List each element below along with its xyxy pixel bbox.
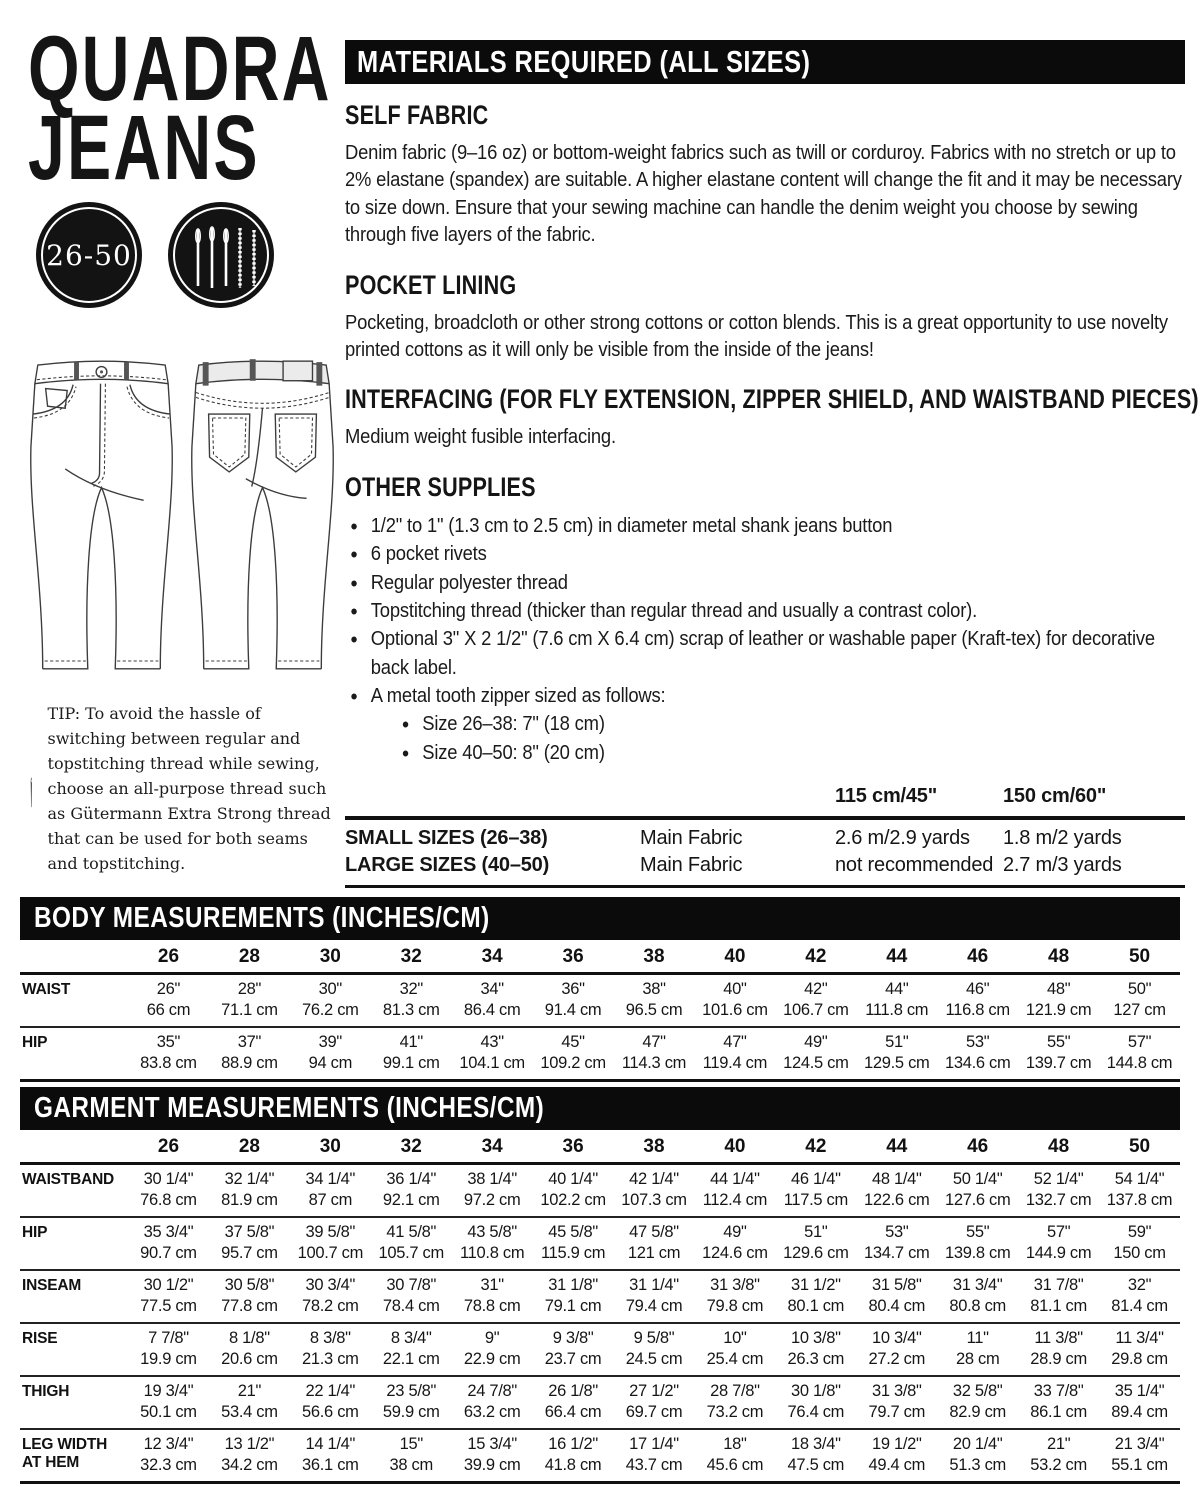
self-fabric-heading: SELF FABRIC <box>345 100 489 130</box>
measurement-cell: 31 5/8" 80.4 cm <box>868 1276 926 1315</box>
materials-column <box>345 40 1199 888</box>
fabric-table-cell: 2.6 m/2.9 yards <box>835 827 970 850</box>
body-measurements-header-bar <box>20 897 1180 940</box>
measurement-cell: 31 1/8" 79.1 cm <box>544 1276 602 1315</box>
measurement-cell: 20 1/4" 51.3 cm <box>949 1435 1006 1474</box>
measurement-cell: 32" 81.4 cm <box>1111 1276 1168 1315</box>
measurement-cell: 49" 124.5 cm <box>783 1033 849 1072</box>
garment-measurements-header-bar <box>20 1087 1180 1130</box>
measurement-cell: 22 1/4" 56.6 cm <box>302 1382 359 1421</box>
measurement-cell: 9" 22.9 cm <box>463 1329 521 1368</box>
measurement-cell: 53" 134.6 cm <box>944 1033 1011 1072</box>
measurement-cell: 51" 129.5 cm <box>864 1033 930 1072</box>
measurement-cell: 8 1/8" 20.6 cm <box>221 1329 278 1368</box>
size-column-header: 26 <box>157 1136 180 1157</box>
measurement-cell: 48" 121.9 cm <box>1025 980 1092 1019</box>
fabric-table-cell: Main Fabric <box>640 854 743 877</box>
measurement-cell: 52 1/4" 132.7 cm <box>1025 1170 1092 1209</box>
title-line-2: JEANS <box>28 97 260 200</box>
fabric-width-header: 115 cm/45" <box>835 785 938 808</box>
measurement-cell: 8 3/4" 22.1 cm <box>382 1329 440 1368</box>
corner-cell <box>20 940 128 974</box>
measurement-cell: 42" 106.7 cm <box>783 980 849 1019</box>
left-column <box>28 18 338 873</box>
measurement-cell: 14 1/4" 36.1 cm <box>302 1435 359 1474</box>
measurement-cell: 36" 91.4 cm <box>544 980 602 1019</box>
measurement-cell: 35 3/4" 90.7 cm <box>140 1223 197 1262</box>
pattern-title <box>28 18 338 200</box>
size-range-label: 26-50 <box>46 238 132 272</box>
measurement-cell: 30 1/4" 76.8 cm <box>140 1170 197 1209</box>
measurement-cell: 46" 116.8 cm <box>945 980 1010 1019</box>
fabric-table-cell: not recommended <box>835 854 994 877</box>
size-column-header: 40 <box>724 946 746 967</box>
size-column-header: 36 <box>562 946 584 967</box>
zipper-size-item: • Size 26–38: 7" (18 cm) <box>397 710 1185 738</box>
measurement-cell: 31 3/8" 79.8 cm <box>706 1276 764 1315</box>
measurement-cell: 44" 111.8 cm <box>865 980 929 1019</box>
measurement-cell: 28 7/8" 73.2 cm <box>706 1382 764 1421</box>
fabric-table-body <box>345 820 1185 888</box>
fabric-table-row <box>345 852 1185 879</box>
size-column-header: 36 <box>562 1136 584 1157</box>
corner-cell <box>20 1130 128 1164</box>
measurement-cell: 35" 83.8 cm <box>140 1033 197 1072</box>
needles-icon <box>168 202 274 308</box>
measurement-cell: 53" 134.7 cm <box>864 1223 930 1262</box>
measurement-cell: 30 1/2" 77.5 cm <box>140 1276 197 1315</box>
needles-badge <box>168 202 274 308</box>
fabric-table-header-row <box>345 783 1185 820</box>
jeans-technical-drawings <box>28 350 336 680</box>
measurement-cell: 10" 25.4 cm <box>706 1329 764 1368</box>
measurement-cell: 26" 66 cm <box>146 980 191 1019</box>
measurement-row-label: WAISTBAND <box>22 1171 115 1188</box>
measurement-cell: 39 5/8" 100.7 cm <box>297 1223 364 1262</box>
fabric-width-header: 150 cm/60" <box>1003 785 1107 808</box>
measurement-cell: 24 7/8" 63.2 cm <box>463 1382 521 1421</box>
supply-item: • Optional 3" X 2 1/2" (7.6 cm X 6.4 cm) scrap of leather or washable paper (Kraft-tex) for decorative back label. <box>345 625 1184 682</box>
other-supplies-list <box>345 512 1184 768</box>
measurement-row <box>20 1376 1180 1429</box>
measurement-row-label: INSEAM <box>22 1277 82 1294</box>
size-header-row <box>20 940 1180 974</box>
measurement-cell: 32 1/4" 81.9 cm <box>221 1170 278 1209</box>
zipper-size-item: • Size 40–50: 8" (20 cm) <box>397 739 1185 767</box>
measurement-cell: 7 7/8" 19.9 cm <box>140 1329 197 1368</box>
title-line-1: QUADRA <box>28 18 332 120</box>
measurement-cell: 27 1/2" 69.7 cm <box>625 1382 683 1421</box>
size-column-header: 34 <box>481 946 503 967</box>
size-range-badge <box>36 202 142 308</box>
measurement-cell: 41 5/8" 105.7 cm <box>378 1223 444 1262</box>
measurement-cell: 30 3/4" 78.2 cm <box>302 1276 359 1315</box>
measurement-cell: 10 3/8" 26.3 cm <box>787 1329 845 1368</box>
size-column-header: 26 <box>157 946 180 967</box>
measurement-cell: 31" 78.8 cm <box>463 1276 521 1315</box>
fabric-requirements-table <box>345 783 1185 888</box>
measurement-cell: 11 3/4" 29.8 cm <box>1111 1329 1168 1368</box>
measurement-cell: 45 5/8" 115.9 cm <box>540 1223 606 1262</box>
measurement-row-label: LEG WIDTH AT HEM <box>22 1436 108 1471</box>
jeans-back-view <box>189 350 336 680</box>
measurement-cell: 31 1/4" 79.4 cm <box>625 1276 683 1315</box>
measurement-cell: 38 1/4" 97.2 cm <box>463 1170 521 1209</box>
measurement-row <box>20 1027 1180 1081</box>
measurement-cell: 55" 139.8 cm <box>944 1223 1011 1262</box>
measurement-cell: 36 1/4" 92.1 cm <box>382 1170 440 1209</box>
measurement-cell: 11 3/8" 28.9 cm <box>1030 1329 1087 1368</box>
measurement-cell: 59" 150 cm <box>1113 1223 1166 1262</box>
garment-measurements-table <box>20 1130 1180 1484</box>
measurement-cell: 30 1/8" 76.4 cm <box>787 1382 845 1421</box>
measurement-cell: 9 3/8" 23.7 cm <box>544 1329 602 1368</box>
measurement-cell: 28" 71.1 cm <box>221 980 278 1019</box>
fabric-table-row <box>345 825 1185 852</box>
measurement-row <box>20 1164 1180 1218</box>
size-column-header: 30 <box>319 1136 341 1157</box>
measurement-row-label: WAIST <box>22 981 71 998</box>
interfacing-text: Medium weight fusible interfacing. <box>345 426 616 449</box>
measurement-cell: 8 3/8" 21.3 cm <box>302 1329 359 1368</box>
measurement-cell: 10 3/4" 27.2 cm <box>868 1329 926 1368</box>
measurement-cell: 15" 38 cm <box>389 1435 433 1474</box>
garment-measurements-section <box>20 1087 1180 1484</box>
measurement-cell: 11" 28 cm <box>955 1329 1000 1368</box>
measurement-row-label: HIP <box>22 1034 48 1051</box>
measurement-row <box>20 1217 1180 1270</box>
measurement-cell: 41" 99.1 cm <box>382 1033 440 1072</box>
self-fabric-text: Denim fabric (9–16 oz) or bottom-weight fabrics such as twill or corduroy. Fabrics with no stretch or up to 2% elastane (spandex) are suitable. A higher elastane content will change the fit and it may be necessary to size down. Ensure that your sewing machine can handle the denim weight you choose by sewing through five layers of the fabric. <box>345 142 1182 247</box>
jeans-front-view <box>28 350 175 680</box>
supply-item: • 1/2" to 1" (1.3 cm to 2.5 cm) in diameter metal shank jeans button <box>345 512 1184 540</box>
fabric-table-cell: 2.7 m/3 yards <box>1003 854 1122 877</box>
measurement-cell: 17 1/4" 43.7 cm <box>625 1435 683 1474</box>
fabric-table-cell: LARGE SIZES (40–50) <box>345 854 550 877</box>
measurement-cell: 31 3/4" 80.8 cm <box>949 1276 1006 1315</box>
garment-measurements-header-text: GARMENT MEASUREMENTS (INCHES/CM) <box>34 1092 545 1124</box>
size-column-header: 32 <box>400 946 422 967</box>
measurement-cell: 31 1/2" 80.1 cm <box>787 1276 845 1315</box>
zipper-size-list <box>397 710 1185 767</box>
measurement-cell: 50 1/4" 127.6 cm <box>944 1170 1011 1209</box>
measurement-cell: 48 1/4" 122.6 cm <box>864 1170 930 1209</box>
measurement-cell: 40 1/4" 102.2 cm <box>540 1170 606 1209</box>
pocket-lining-heading: POCKET LINING <box>345 269 517 300</box>
measurement-cell: 44 1/4" 112.4 cm <box>702 1170 768 1209</box>
measurement-cell: 21" 53.2 cm <box>1030 1435 1087 1474</box>
measurement-row <box>20 1323 1180 1376</box>
measurement-cell: 21" 53.4 cm <box>221 1382 278 1421</box>
measurement-cell: 43 5/8" 110.8 cm <box>460 1223 525 1262</box>
supply-item: • 6 pocket rivets <box>345 540 1184 568</box>
materials-header-text: MATERIALS REQUIRED (ALL SIZES) <box>357 44 811 79</box>
tip-text: TIP: To avoid the hassle of switching between regular and topstitching thread while sewing, choose an all-purpose thread such as Gütermann Extra Strong thread that can be used for both seams and topstitching. <box>47 704 331 873</box>
measurement-cell: 18" 45.6 cm <box>706 1435 764 1474</box>
size-column-header: 50 <box>1128 946 1151 967</box>
measurement-row-label: THIGH <box>22 1383 70 1400</box>
measurement-cell: 32 5/8" 82.9 cm <box>949 1382 1006 1421</box>
fabric-table-spacer <box>345 783 640 810</box>
measurement-cell: 35 1/4" 89.4 cm <box>1111 1382 1168 1421</box>
fabric-table-cell: SMALL SIZES (26–38) <box>345 827 548 850</box>
measurement-cell: 55" 139.7 cm <box>1025 1033 1092 1072</box>
measurement-cell: 47" 114.3 cm <box>621 1033 687 1072</box>
body-measurements-table <box>20 940 1180 1082</box>
measurement-cell: 38" 96.5 cm <box>625 980 683 1019</box>
measurement-cell: 30" 76.2 cm <box>302 980 359 1019</box>
measurement-cell: 32" 81.3 cm <box>382 980 440 1019</box>
measurement-cell: 30 5/8" 77.8 cm <box>221 1276 278 1315</box>
measurement-cell: 42 1/4" 107.3 cm <box>621 1170 687 1209</box>
measurement-cell: 9 5/8" 24.5 cm <box>625 1329 683 1368</box>
size-column-header: 48 <box>1048 946 1070 967</box>
size-column-header: 38 <box>643 946 665 967</box>
measurement-cell: 33 7/8" 86.1 cm <box>1030 1382 1087 1421</box>
fabric-table-cell: Main Fabric <box>640 827 743 850</box>
measurement-cell: 57" 144.9 cm <box>1025 1223 1092 1262</box>
needle-icon <box>30 702 33 882</box>
tip-note <box>30 702 338 882</box>
measurement-row <box>20 1429 1180 1483</box>
body-measurements-section <box>20 897 1180 1082</box>
measurement-cell: 54 1/4" 137.8 cm <box>1106 1170 1173 1209</box>
measurement-row <box>20 1270 1180 1323</box>
size-column-header: 42 <box>805 1136 827 1157</box>
measurement-cell: 37" 88.9 cm <box>221 1033 278 1072</box>
measurement-cell: 46 1/4" 117.5 cm <box>783 1170 848 1209</box>
pocket-lining-text: Pocketing, broadcloth or other strong cottons or cotton blends. This is a great opportunity to use novelty printed cottons as it will only be visible from the inside of the jeans! <box>345 311 1168 361</box>
measurement-cell: 49" 124.6 cm <box>702 1223 768 1262</box>
measurement-cell: 34" 86.4 cm <box>463 980 521 1019</box>
measurement-cell: 39" 94 cm <box>308 1033 353 1072</box>
measurement-cell: 45" 109.2 cm <box>540 1033 606 1072</box>
measurement-cell: 47 5/8" 121 cm <box>627 1223 681 1262</box>
measurement-cell: 43" 104.1 cm <box>459 1033 525 1072</box>
measurement-cell: 31 7/8" 81.1 cm <box>1030 1276 1087 1315</box>
measurement-cell: 31 3/8" 79.7 cm <box>868 1382 926 1421</box>
measurement-cell: 19 3/4" 50.1 cm <box>140 1382 197 1421</box>
size-column-header: 44 <box>886 1136 908 1157</box>
fabric-table-spacer <box>640 783 835 810</box>
measurement-row-label: RISE <box>22 1330 58 1347</box>
materials-header-bar <box>345 40 1185 84</box>
measurement-cell: 21 3/4" 55.1 cm <box>1111 1435 1168 1474</box>
interfacing-heading: INTERFACING (FOR FLY EXTENSION, ZIPPER SHIELD, AND WAISTBAND PIECES) <box>345 384 1199 415</box>
measurement-cell: 26 1/8" 66.4 cm <box>544 1382 602 1421</box>
size-column-header: 28 <box>238 1136 260 1157</box>
measurement-cell: 47" 119.4 cm <box>702 1033 768 1072</box>
size-column-header: 40 <box>724 1136 746 1157</box>
size-column-header: 44 <box>886 946 908 967</box>
size-column-header: 30 <box>319 946 341 967</box>
measurement-cell: 50" 127 cm <box>1113 980 1166 1019</box>
supply-item: • Topstitching thread (thicker than regular thread and usually a contrast color). <box>345 597 1184 625</box>
measurement-cell: 12 3/4" 32.3 cm <box>140 1435 197 1474</box>
measurement-cell: 34 1/4" 87 cm <box>305 1170 356 1209</box>
size-column-header: 48 <box>1048 1136 1070 1157</box>
measurement-cell: 51" 129.6 cm <box>783 1223 849 1262</box>
measurement-cell: 16 1/2" 41.8 cm <box>544 1435 602 1474</box>
measurement-cell: 57" 144.8 cm <box>1106 1033 1173 1072</box>
badges <box>36 202 274 308</box>
size-column-header: 28 <box>238 946 260 967</box>
measurement-cell: 23 5/8" 59.9 cm <box>382 1382 440 1421</box>
measurement-cell: 40" 101.6 cm <box>702 980 768 1019</box>
supply-item: • Regular polyester thread <box>345 569 1184 597</box>
measurement-cell: 37 5/8" 95.7 cm <box>221 1223 278 1262</box>
measurement-cell: 30 7/8" 78.4 cm <box>382 1276 440 1315</box>
measurement-row-label: HIP <box>22 1224 48 1241</box>
measurement-cell: 19 1/2" 49.4 cm <box>868 1435 926 1474</box>
fabric-table-cell: 1.8 m/2 yards <box>1003 827 1122 850</box>
measurement-cell: 18 3/4" 47.5 cm <box>787 1435 845 1474</box>
size-column-header: 34 <box>481 1136 503 1157</box>
size-column-header: 50 <box>1128 1136 1151 1157</box>
size-column-header: 42 <box>805 946 827 967</box>
other-supplies-heading: OTHER SUPPLIES <box>345 471 536 502</box>
measurement-cell: 13 1/2" 34.2 cm <box>221 1435 278 1474</box>
measurement-cell: 15 3/4" 39.9 cm <box>463 1435 521 1474</box>
size-column-header: 38 <box>643 1136 665 1157</box>
measurement-row <box>20 974 1180 1028</box>
body-measurements-header-text: BODY MEASUREMENTS (INCHES/CM) <box>34 902 490 934</box>
supply-item: • A metal tooth zipper sized as follows: • Size 26–38: 7" (18 cm) • Size 40–50: 8" (20 cm) <box>345 682 1184 767</box>
size-column-header: 32 <box>400 1136 422 1157</box>
size-header-row <box>20 1130 1180 1164</box>
size-column-header: 46 <box>967 946 989 967</box>
size-column-header: 46 <box>967 1136 989 1157</box>
